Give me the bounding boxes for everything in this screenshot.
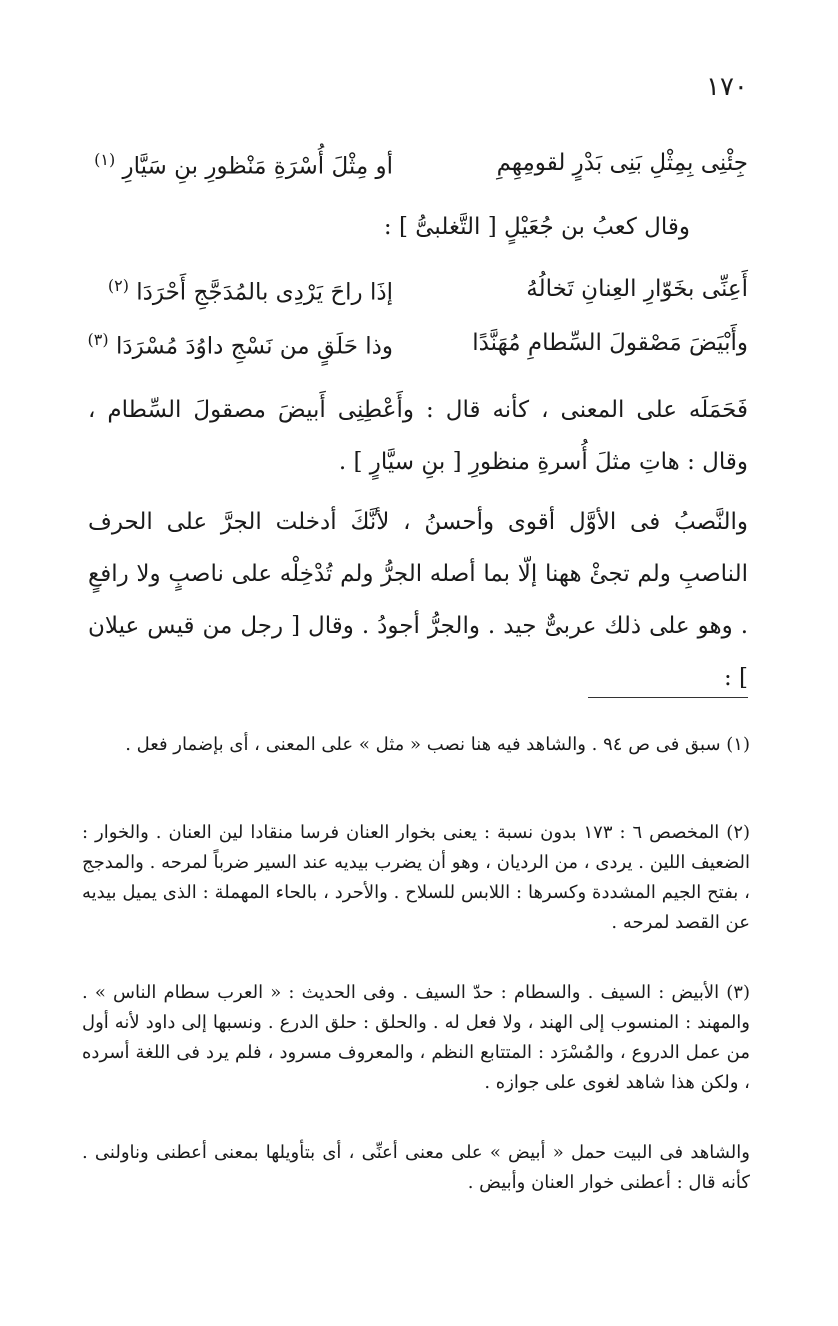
commentary-paragraph-2: والنَّصبُ فى الأوَّل أقوى وأحسنُ ، لأنَّكَ أدخلت الجرَّ على الحرف الناصبِ ولم تجئْ ههنا إلّا بما أصله الجرُّ ولم تُدْخِلْه على ناصبٍ ولا رافعٍ . وهو على ذلك عربىٌّ جيد . والجرُّ أجودُ . وقال [ رجل من قيس عيلان ] : xyxy=(88,509,749,691)
footnote-2: (٢) المخصص ٦ : ١٧٣ بدون نسبة : يعنى بخوار العنان فرسا منقادا لين العنان . والخوار : الضعيف اللين . يردى ، من الرديان ، وهو أن يضرب بيديه عند السير ضرباً لمرحه . والمدجج ، بفتح الجيم المشددة وكسرها : اللابس للسلاح . والأحرد ، بالحاء المهملة : الذى يميل بيديه عن القصد لمرحه . xyxy=(82,822,751,933)
verse-1-second-text: أو مِثْلَ أُسْرَةِ مَنْظورِ بنِ سَيَّارِ xyxy=(122,153,393,180)
verse-1-first-hemistich: جِئْنِى بِمِثْلِ بَنِى بَدْرٍ لقومِهِمِ xyxy=(496,150,748,176)
verse-2-first-hemistich: أَعِنِّى بخَوّارِ العِنانِ تَخالُهُ xyxy=(526,276,748,302)
poet-intro: وقال كعبُ بن جُعَيْلٍ [ التَّغلبىُّ ] : xyxy=(383,214,690,240)
commentary-paragraph-1: فَحَمَلَه على المعنى ، كأنه قال : وأَعْطِنِى أَبيضَ مصقولَ السِّطام ، وقال : هاتِ مثلَ أُسرةِ منظورِ [ بنِ سيَّارٍ ] . xyxy=(88,397,748,475)
footnote-marker-1: (١) xyxy=(94,150,116,169)
verse-2-second-hemistich xyxy=(108,276,393,306)
verse-2 xyxy=(107,276,748,316)
footnote-marker-2: (٢) xyxy=(107,276,129,295)
footnote-3: (٣) الأبيض : السيف . والسطام : حدّ السيف . وفى الحديث : « العرب سطام الناس » . والمهند : المنسوب إلى الهند ، ولا فعل له . والحلق : حلق الدرع . ونسبها إلى داود لأنه أول من عمل الدروع ، والمُسْرَد : المتتابع النظم ، والمعروف مسرود ، فلم يرد فى اللغة أسرده ، ولكن هذا شاهد لغوى على جوازه . xyxy=(82,982,750,1093)
verse-2-second-text: إذَا راحَ يَرْدِى بالمُدَجَّجِ أَحْرَدَا xyxy=(136,279,393,306)
footnote-3-continued: والشاهد فى البيت حمل « أبيض » على معنى أعنِّى ، أى بتأويلها بمعنى أعطنى وناولنى . كأنه قال : أعطنى خوار العنان وأبيض . xyxy=(82,1142,750,1193)
footnote-marker-3: (٣) xyxy=(87,330,109,349)
page-number: ١٧٠ xyxy=(706,72,748,102)
verse-3-second-hemistich xyxy=(88,330,393,360)
verse-3-second-text: وذا حَلَقٍ من نَسْجِ داوُدَ مُسْرَدَا xyxy=(115,333,393,360)
footnote-1: (١) سبق فى ص ٩٤ . والشاهد فيه هنا نصب « مثل » على المعنى ، أى بإضمار فعل . xyxy=(125,734,750,755)
verse-3 xyxy=(87,330,748,370)
verse-1-second-hemistich xyxy=(94,150,393,180)
footnote-separator xyxy=(588,697,748,698)
verse-1 xyxy=(94,150,748,190)
verse-3-first-hemistich: وأَبْيَضَ مَصْقولَ السِّطامِ مُهَنَّدًا xyxy=(472,330,748,356)
